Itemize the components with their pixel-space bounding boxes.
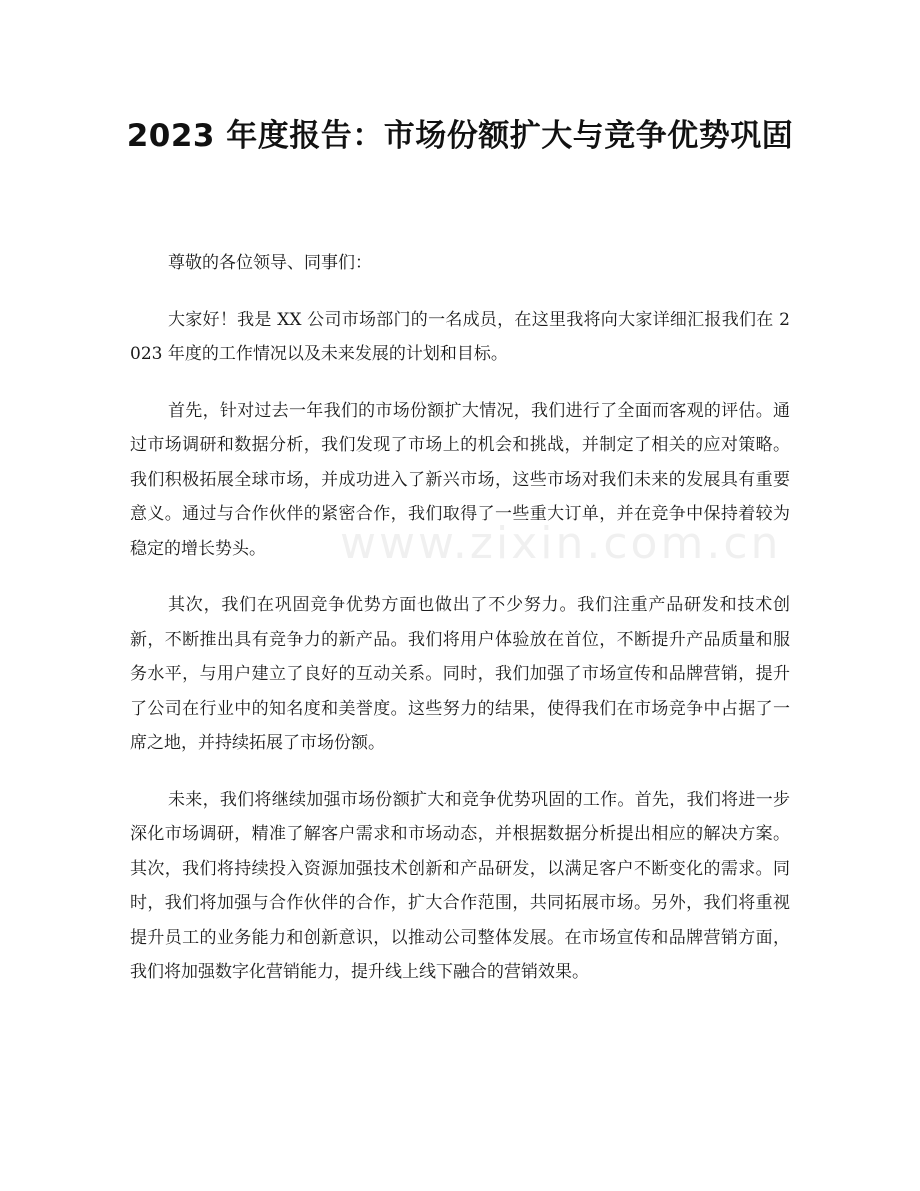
- document-body: [130, 246, 790, 1012]
- paragraph-intro: 大家好！我是 XX 公司市场部门的一名成员，在这里我将向大家详细汇报我们在 2023 年度的工作情况以及未来发展的计划和目标。: [130, 309, 790, 364]
- greeting-paragraph: 尊敬的各位领导、同事们：: [168, 253, 372, 273]
- paragraph-competitive-advantage: 其次，我们在巩固竞争优势方面也做出了不少努力。我们注重产品研发和技术创新，不断推出具有竞争力的新产品。我们将用户体验放在首位，不断提升产品质量和服务水平，与用户建立了良好的互动关系。同时，我们加强了市场宣传和品牌营销，提升了公司在行业中的知名度和美誉度。这些努力的结果，使得我们在市场竞争中占据了一席之地，并持续拓展了市场份额。: [130, 595, 790, 753]
- document-title: 2023 年度报告：市场份额扩大与竞争优势巩固: [126, 118, 794, 154]
- watermark: www.zixin.com.cn: [340, 518, 782, 569]
- paragraph-future-plans: 未来，我们将继续加强市场份额扩大和竞争优势巩固的工作。首先，我们将进一步深化市场调研，精准了解客户需求和市场动态，并根据数据分析提出相应的解决方案。其次，我们将持续投入资源加强技术创新和产品研发，以满足客户不断变化的需求。同时，我们将加强与合作伙伴的合作，扩大合作范围，共同拓展市场。另外，我们将重视提升员工的业务能力和创新意识，以推动公司整体发展。在市场宣传和品牌营销方面，我们将加强数字化营销能力，提升线上线下融合的营销效果。: [130, 789, 790, 982]
- paragraph-market-share: 首先，针对过去一年我们的市场份额扩大情况，我们进行了全面而客观的评估。通过市场调研和数据分析，我们发现了市场上的机会和挑战，并制定了相关的应对策略。我们积极拓展全球市场，并成功进入了新兴市场，这些市场对我们未来的发展具有重要意义。通过与合作伙伴的紧密合作，我们取得了一些重大订单，并在竞争中保持着较为稳定的增长势头。: [130, 400, 790, 559]
